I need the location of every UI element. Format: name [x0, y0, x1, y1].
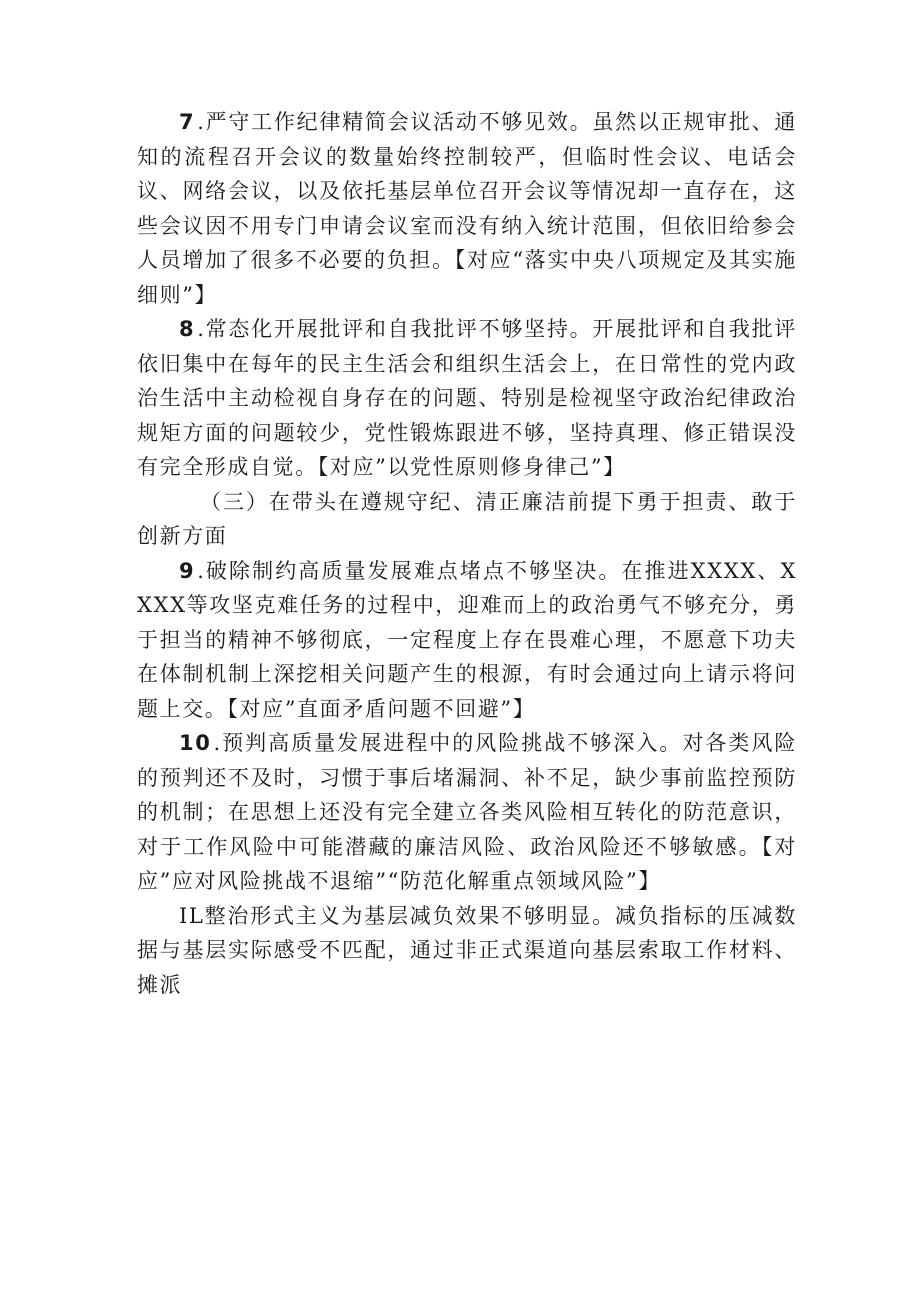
paragraph-7 [137, 105, 797, 312]
paragraph-text: .常态化开展批评和自我批评不够坚持。开展批评和自我批评依旧集中在每年的民主生活会和组织生活会上，在日常性的党内政治生活中主动检视自身存在的问题、特别是检视坚守政治纪律政治规矩方面的问题较少，党性锻炼跟进不够，坚持真理、修正错误没有完全形成自觉。【对应”以党性原则修身律己”】 [137, 317, 797, 479]
item-number: 10 [179, 731, 212, 755]
paragraph-11 [137, 899, 797, 1003]
document-body [137, 105, 797, 1002]
section-heading-text: （三）在带头在遵规守纪、清正廉洁前提下勇于担责、敢于创新方面 [137, 489, 797, 548]
item-number: 7 [179, 110, 196, 134]
paragraph-8 [137, 312, 797, 485]
paragraph-text: .严守工作纪律精简会议活动不够见效。虽然以正规审批、通知的流程召开会议的数量始终控制较严，但临时性会议、电话会议、网络会议，以及依托基层单位召开会议等情况却一直存在，这些会议因不用专门申请会议室而没有纳入统计范围，但依旧给参会人员增加了很多不必要的负担。【对应“落实中央八项规定及其实施细则”】 [137, 110, 797, 307]
paragraph-text: .预判高质量发展进程中的风险挑战不够深入。对各类风险的预判还不及时，习惯于事后堵漏洞、补不足，缺少事前监控预防的机制；在思想上还没有完全建立各类风险相互转化的防范意识，对于工作风险中可能潜藏的廉洁风险、政治风险还不够敏感。【对应”应对风险挑战不退缩”“防范化解重点领域风险”】 [137, 731, 797, 893]
paragraph-text: .破除制约高质量发展难点堵点不够坚决。在推进XXXX、XXXX等攻坚克难任务的过程中，迎难而上的政治勇气不够充分，勇于担当的精神不够彻底，一定程度上存在畏难心理，不愿意下功夫在体制机制上深挖相关问题产生的根源，有时会通过向上请示将问题上交。【对应”直面矛盾问题不回避”】 [137, 558, 797, 721]
item-number: 9 [179, 558, 196, 583]
section-heading-3 [137, 485, 797, 554]
item-number: 8 [179, 317, 196, 341]
paragraph-10 [137, 726, 797, 899]
paragraph-text: IL整治形式主义为基层减负效果不够明显。减负指标的压减数据与基层实际感受不匹配，通过非正式渠道向基层索取工作材料、摊派 [137, 903, 797, 997]
paragraph-9 [137, 554, 797, 727]
